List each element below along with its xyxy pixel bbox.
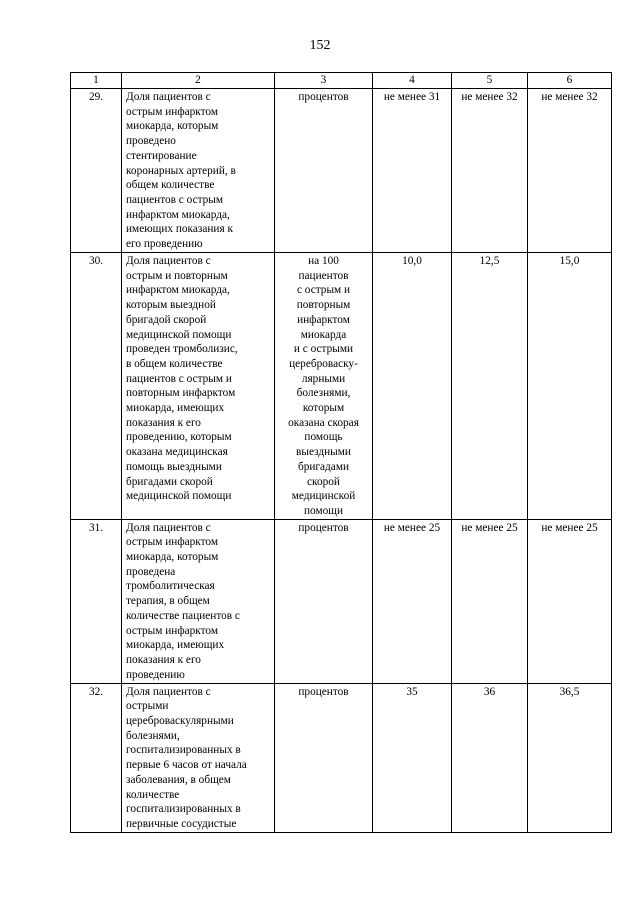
value-col-4: не менее 31 <box>373 89 452 253</box>
text-line: бригадами <box>297 460 350 473</box>
table-row <box>71 89 612 253</box>
indicator-name <box>122 683 275 832</box>
text-line: медицинской <box>291 490 356 503</box>
text-line: коронарных артерий, в <box>126 164 236 177</box>
table-header-row <box>71 73 612 89</box>
text-line: количестве <box>126 788 180 801</box>
text-line: Доля пациентов с <box>126 255 211 267</box>
value-col-5: не менее 25 <box>452 519 528 683</box>
value-col-4: не менее 25 <box>373 519 452 683</box>
text-line: которым выездной <box>126 299 216 312</box>
unit-of-measure <box>275 683 373 832</box>
text-line: скорой <box>307 475 340 488</box>
text-line: количестве пациентов с <box>126 609 240 622</box>
indicator-name <box>122 519 275 683</box>
text-line: проведено <box>126 135 176 148</box>
text-line: процентов <box>298 685 349 698</box>
header-cell: 1 <box>71 73 122 89</box>
header-cell: 2 <box>122 73 275 89</box>
indicator-name <box>122 89 275 253</box>
text-line: повторным <box>296 299 351 312</box>
row-number: 32. <box>71 683 122 832</box>
text-line: его проведению <box>126 238 203 251</box>
value-col-4: 35 <box>373 683 452 832</box>
text-line: острым инфарктом <box>126 624 219 637</box>
unit-of-measure <box>275 89 373 253</box>
text-line: острым и повторным <box>126 269 228 282</box>
text-line: миокарда, которым <box>126 551 219 564</box>
text-line: помощь <box>304 431 343 444</box>
table-row <box>71 519 612 683</box>
text-line: цереброваскулярными <box>126 715 234 728</box>
indicators-table <box>70 72 612 833</box>
text-line: проведен тромболизис, <box>126 343 238 356</box>
text-line: острым инфарктом <box>126 105 219 118</box>
value-col-6: 36,5 <box>528 683 612 832</box>
text-line: в общем количестве <box>126 357 223 370</box>
text-line: госпитализированных в <box>126 744 241 757</box>
text-line: инфарктом <box>297 313 350 326</box>
text-line: стентирование <box>126 149 197 162</box>
text-line: госпитализированных в <box>126 803 241 816</box>
value-col-6: не менее 32 <box>528 89 612 253</box>
text-line: инфарктом миокарда, <box>126 208 230 221</box>
text-line: острым инфарктом <box>126 536 219 549</box>
text-line: заболевания, в общем <box>126 773 231 786</box>
text-line: лярными <box>301 372 346 385</box>
text-line: проведена <box>126 565 176 578</box>
text-line: общем количестве <box>126 179 215 192</box>
text-line: которым <box>302 402 345 415</box>
text-line: проведению <box>126 668 185 681</box>
text-line: пациентов <box>298 269 349 282</box>
text-line: первые 6 часов от начала <box>126 759 247 772</box>
value-col-5: не менее 32 <box>452 89 528 253</box>
text-line: острыми <box>126 700 169 713</box>
text-line: показания к его <box>126 653 201 666</box>
text-line: пациентов с острым и <box>126 372 232 385</box>
text-line: с острым и <box>296 284 351 297</box>
text-line: Доля пациентов с <box>126 521 211 534</box>
text-line: первичные сосудистые <box>126 817 237 830</box>
text-line: инфарктом миокарда, <box>126 284 230 297</box>
text-line: пациентов с острым <box>126 193 224 206</box>
text-line: на 100 <box>308 255 339 267</box>
text-line: бригадой скорой <box>126 313 207 326</box>
value-col-4: 10,0 <box>373 253 452 520</box>
text-line: миокарда, имеющих <box>126 639 225 652</box>
unit-of-measure <box>275 519 373 683</box>
value-col-6: не менее 25 <box>528 519 612 683</box>
text-line: помощи <box>303 504 344 517</box>
text-line: процентов <box>298 521 349 534</box>
unit-of-measure <box>275 253 373 520</box>
text-line: Доля пациентов с <box>126 91 211 103</box>
text-line: миокарда <box>300 328 347 341</box>
text-line: процентов <box>298 91 349 103</box>
value-col-5: 12,5 <box>452 253 528 520</box>
text-line: тромболитическая <box>126 580 215 593</box>
text-line: миокарда, которым <box>126 120 219 133</box>
text-line: болезнями, <box>126 729 180 742</box>
header-cell: 4 <box>373 73 452 89</box>
text-line: Доля пациентов с <box>126 685 211 698</box>
text-line: и с острыми <box>293 343 354 356</box>
row-number: 31. <box>71 519 122 683</box>
text-line: болезнями, <box>296 387 351 400</box>
value-col-6: 15,0 <box>528 253 612 520</box>
text-line: показания к его <box>126 416 201 429</box>
value-col-5: 36 <box>452 683 528 832</box>
text-line: миокарда, имеющих <box>126 402 225 415</box>
text-line: повторным инфарктом <box>126 387 236 400</box>
table-row <box>71 253 612 520</box>
row-number: 29. <box>71 89 122 253</box>
text-line: помощь выездными <box>126 460 222 473</box>
indicator-name <box>122 253 275 520</box>
text-line: выездными <box>296 446 351 459</box>
text-line: бригадами скорой <box>126 475 213 488</box>
page-number: 152 <box>309 38 331 53</box>
header-cell: 3 <box>275 73 373 89</box>
text-line: оказана скорая <box>288 416 359 429</box>
text-line: медицинской помощи <box>126 490 232 503</box>
header-cell: 5 <box>452 73 528 89</box>
text-line: имеющих показания к <box>126 223 233 236</box>
text-line: проведению, которым <box>126 431 232 444</box>
text-line: терапия, в общем <box>126 595 210 608</box>
text-line: оказана медицинская <box>126 446 228 459</box>
text-line: цереброваску- <box>289 357 358 370</box>
header-cell: 6 <box>528 73 612 89</box>
row-number: 30. <box>71 253 122 520</box>
table-row <box>71 683 612 832</box>
text-line: медицинской помощи <box>126 328 232 341</box>
